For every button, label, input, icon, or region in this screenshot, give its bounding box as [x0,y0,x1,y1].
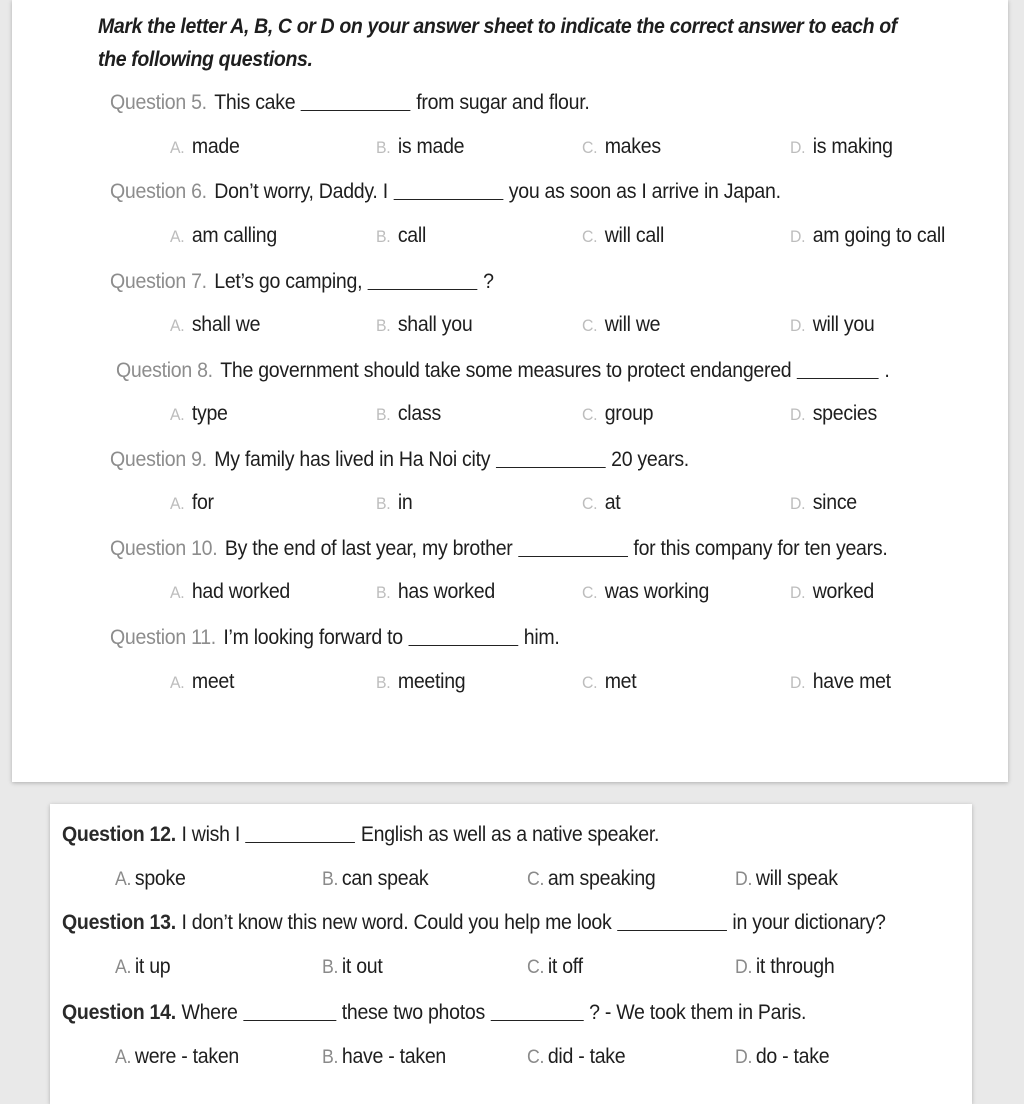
option-text: made [191,135,240,158]
option-b[interactable] [376,224,426,248]
question-text-before: By the end of last year, my brother [224,537,513,560]
question-text-after: ? [483,270,494,293]
option-d[interactable] [735,1045,829,1069]
option-text: can speak [341,867,429,890]
question-text-after: him. [523,626,560,649]
option-letter: D. [735,957,753,978]
option-a[interactable] [170,224,277,248]
option-letter: D. [790,673,806,692]
option-letter: C. [582,138,598,157]
option-letter: B. [376,405,391,424]
option-d[interactable] [790,402,877,426]
option-b[interactable] [376,491,412,515]
option-c[interactable] [527,867,656,891]
option-letter: A. [115,957,132,978]
option-text: meeting [397,670,466,693]
option-a[interactable] [115,867,186,891]
option-a[interactable] [170,670,234,694]
option-a[interactable] [170,313,260,337]
option-letter: A. [170,405,185,424]
option-d[interactable] [790,224,945,248]
option-letter: A. [115,1047,132,1068]
option-letter: D. [790,494,806,513]
question-10 [110,536,887,561]
option-c[interactable] [582,135,661,159]
option-letter: A. [170,316,185,335]
option-c[interactable] [582,491,620,515]
question-13 [62,910,886,935]
question-number: Question 10. [110,537,218,560]
option-text: shall you [397,313,473,336]
question-number: Question 12. [62,823,176,846]
option-text: in [397,491,413,514]
option-a[interactable] [170,402,228,426]
question-text-before: Let’s go camping, [214,270,363,293]
option-letter: C. [582,494,598,513]
option-text: have met [812,670,891,693]
question-text-after: ? - We took them in Paris. [589,1001,807,1024]
option-letter: D. [790,405,806,424]
option-letter: D. [735,1047,753,1068]
option-text: it out [341,955,383,978]
option-a[interactable] [115,1045,239,1069]
option-letter: B. [376,227,391,246]
option-letter: A. [170,138,185,157]
option-c[interactable] [582,670,636,694]
question-text-after: English as well as a native speaker. [360,823,660,846]
option-text: since [812,491,857,514]
option-d[interactable] [790,491,857,515]
option-text: type [191,402,228,425]
answer-blank [243,1000,336,1021]
question-7 [110,269,494,294]
question-6 [110,179,781,204]
option-text: spoke [134,867,186,890]
option-letter: C. [582,673,598,692]
question-text-after: you as soon as I arrive in Japan. [508,180,781,203]
option-b[interactable] [322,867,428,891]
question-text-after: 20 years. [611,448,689,471]
option-c[interactable] [582,402,653,426]
option-text: did - take [547,1045,626,1068]
option-c[interactable] [582,224,664,248]
option-b[interactable] [376,670,465,694]
question-8 [116,358,890,383]
option-text: were - taken [134,1045,239,1068]
answer-blank [301,90,411,111]
question-text-before: Where [181,1001,238,1024]
option-letter: D. [790,138,806,157]
option-text: has worked [397,580,495,603]
option-letter: A. [170,494,185,513]
option-text: worked [812,580,874,603]
option-letter: B. [376,494,391,513]
option-text: it through [755,955,835,978]
option-text: am speaking [547,867,656,890]
option-letter: B. [376,316,391,335]
option-text: will speak [755,867,838,890]
option-text: call [397,224,427,247]
option-d[interactable] [735,955,834,979]
option-text: met [604,670,637,693]
option-letter: A. [170,673,185,692]
question-number: Question 5. [110,91,207,114]
option-a[interactable] [170,135,240,159]
option-letter: C. [527,957,545,978]
option-b[interactable] [376,135,464,159]
option-text: am going to call [812,224,946,247]
option-a[interactable] [170,491,214,515]
option-letter: A. [115,869,132,890]
question-14 [62,1000,806,1025]
answer-blank [408,625,518,646]
question-number: Question 13. [62,911,176,934]
option-text: will we [604,313,661,336]
question-number: Question 7. [110,270,207,293]
option-text: will call [604,224,665,247]
answer-blank [797,358,879,379]
option-letter: C. [527,869,545,890]
option-text: for [191,491,214,514]
option-text: am calling [191,224,277,247]
question-12 [62,822,659,847]
option-b[interactable] [376,313,472,337]
option-d[interactable] [735,867,838,891]
option-d[interactable] [790,313,875,337]
option-text: had worked [191,580,291,603]
option-text: group [604,402,654,425]
option-text: meet [191,670,235,693]
option-b[interactable] [376,402,441,426]
option-d[interactable] [790,135,893,159]
option-b[interactable] [376,580,495,604]
question-text-after: from sugar and flour. [416,91,590,114]
option-letter: C. [527,1047,545,1068]
option-letter: B. [376,583,391,602]
question-text-before: Don’t worry, Daddy. I [214,180,388,203]
question-number: Question 9. [110,448,207,471]
option-c[interactable] [582,313,660,337]
answer-blank [393,179,503,200]
question-text-before: I don’t know this new word. Could you help me look [181,911,612,934]
option-letter: C. [582,583,598,602]
question-text-before: My family has lived in Ha Noi city [214,448,491,471]
option-letter: A. [170,227,185,246]
option-c[interactable] [527,1045,625,1069]
question-text-before: This cake [214,91,296,114]
question-text-after: for this company for ten years. [633,537,888,560]
option-text: is made [397,135,465,158]
option-letter: B. [322,1047,339,1068]
question-text-after: in your dictionary? [732,911,886,934]
option-c[interactable] [527,955,583,979]
answer-blank [496,447,606,468]
question-11 [110,625,560,650]
option-letter: C. [582,405,598,424]
option-text: class [397,402,441,425]
option-a[interactable] [170,580,290,604]
worksheet-page-top [12,0,1008,782]
question-text-after: . [884,359,890,382]
option-a[interactable] [115,955,170,979]
question-9 [110,447,689,472]
question-text-before: I wish I [181,823,240,846]
option-d[interactable] [790,580,874,604]
option-text: at [604,491,621,514]
option-c[interactable] [582,580,709,604]
option-letter: C. [582,227,598,246]
answer-blank [246,822,356,843]
option-text: do - take [755,1045,830,1068]
answer-blank [518,536,628,557]
question-number: Question 6. [110,180,207,203]
answer-blank [368,269,478,290]
option-letter: B. [322,957,339,978]
option-b[interactable] [322,955,383,979]
option-text: it off [547,955,583,978]
question-number: Question 8. [116,359,213,382]
question-number: Question 11. [110,626,216,649]
answer-blank [491,1000,584,1021]
option-text: is making [812,135,893,158]
option-text: it up [134,955,171,978]
option-b[interactable] [322,1045,446,1069]
option-letter: A. [170,583,185,602]
question-number: Question 14. [62,1001,176,1024]
answer-blank [617,910,727,931]
option-text: species [812,402,877,425]
option-letter: D. [790,227,806,246]
question-text-before: I’m looking forward to [223,626,403,649]
option-letter: D. [735,869,753,890]
option-letter: B. [376,138,391,157]
question-5 [110,90,590,115]
question-text-before: The government should take some measures to protect endangered [220,359,792,382]
option-text: will you [812,313,875,336]
option-letter: B. [322,869,339,890]
option-text: was working [604,580,710,603]
option-letter: B. [376,673,391,692]
option-text: have - taken [341,1045,447,1068]
instruction-text: Mark the letter A, B, C or D on your answer sheet to indicate the correct answer to each of the following questions. [98,15,897,71]
option-d[interactable] [790,670,891,694]
option-text: makes [604,135,661,158]
option-letter: C. [582,316,598,335]
option-letter: D. [790,583,806,602]
option-letter: D. [790,316,806,335]
question-text-middle: these two photos [341,1001,485,1024]
option-text: shall we [191,313,261,336]
